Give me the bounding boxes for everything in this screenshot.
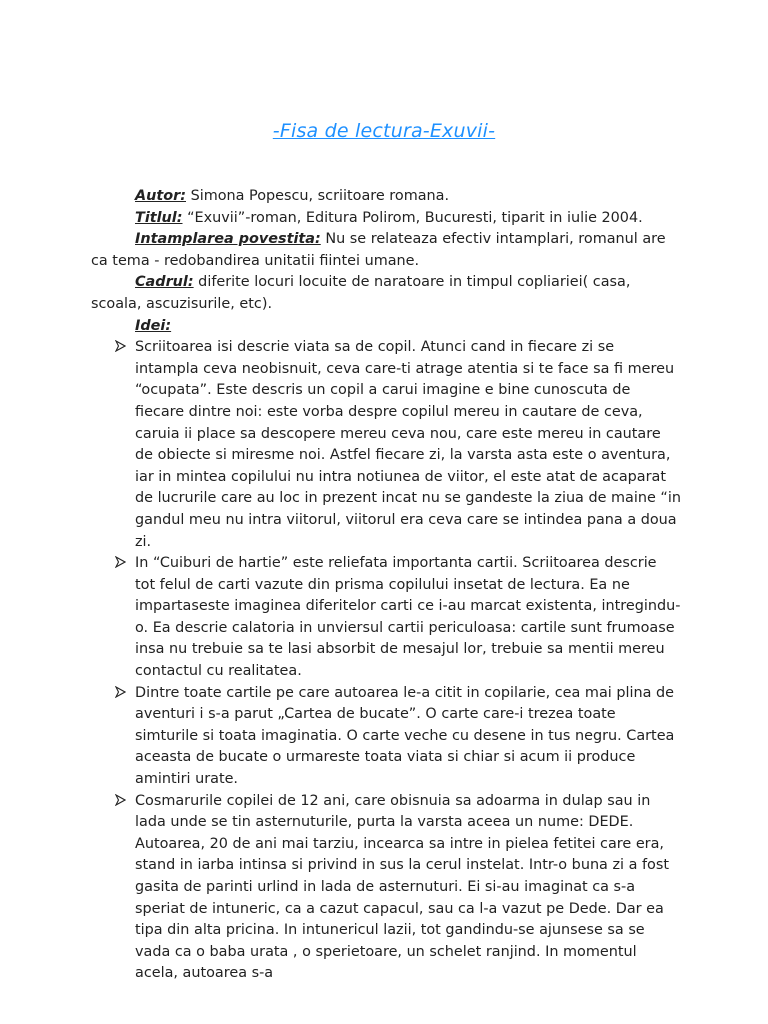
idea-text: Dintre toate cartile pe care autoarea le-a citit in copilarie, cea mai plina de aventuri i s-a parut „Cartea de bucate”. O carte care-i trezea toate simturile si toata imaginatia. O carte veche cu desene in tus negru. Cartea aceasta de bucate o urmareste toata viata si chiar si acum ii produce amintiri urate. bbox=[135, 684, 675, 788]
document-body bbox=[91, 186, 681, 985]
author-line bbox=[91, 186, 681, 208]
setting-value: diferite locuri locuite de naratoare in timpul copliariei( casa, scoala, ascuzisurile, etc). bbox=[91, 274, 631, 312]
setting-label: Cadrul: bbox=[135, 274, 194, 291]
idea-text: In “Cuiburi de hartie” este reliefata importanta cartii. Scriitoarea descrie tot felul de carti vazute din prisma copilului insetat de lectura. Ea ne impartaseste imaginea diferitelor carti ce i-au marcat existenta, intregindu-o. Ea descrie calatoria in unviersul cartii periculoasa: cartile sunt frumoase insa nu trebuie sa te lasi absorbit de mesajul lor, trebuie sa mentii mereu contactul cu realitatea. bbox=[135, 555, 681, 680]
title-line bbox=[91, 208, 681, 230]
list-item bbox=[91, 553, 681, 683]
ideas-label: Idei: bbox=[135, 317, 172, 334]
idea-text: Cosmarurile copilei de 12 ani, care obisnuia sa adoarma in dulap sau in lada unde se tin asternuturile, purta la varsta aceea un nume: DEDE. Autoarea, 20 de ani mai tarziu, incearca sa intre in pielea fetitei care era, stand in iarba intinsa si privind in sus la cerul instelat. Intr-o buna zi a fost gasita de parinti urlind in lada de asternuturi. Ei si-au imaginat ca s-a speriat de intuneric, ca a cazut capacul, sau ca l-a vazut pe Dede. Dar ea tipa din alta pricina. In intunericul lazii, tot gandindu-se ajunsese sa se vada ca o baba urata , o sperietoare, un schelet ranjind. In momentul acela, autoarea s-a bbox=[135, 792, 669, 982]
arrowhead-bullet-icon bbox=[115, 791, 127, 813]
title-label: Titlul: bbox=[135, 209, 183, 226]
ideas-list bbox=[91, 337, 681, 985]
ideas-heading bbox=[91, 316, 681, 338]
list-item bbox=[91, 683, 681, 791]
arrowhead-bullet-icon bbox=[115, 553, 127, 575]
arrowhead-bullet-icon bbox=[115, 337, 127, 359]
author-value: Simona Popescu, scriitoare romana. bbox=[186, 188, 450, 204]
arrowhead-bullet-icon bbox=[115, 683, 127, 705]
plot-label: Intamplarea povestita: bbox=[135, 231, 321, 248]
document-title: -Fisa de lectura-Exuvii- bbox=[272, 120, 496, 142]
title-value: “Exuvii”-roman, Editura Polirom, Bucuresti, tiparit in iulie 2004. bbox=[182, 209, 643, 226]
idea-text: Scriitoarea isi descrie viata sa de copil. Atunci cand in fiecare zi se intampla ceva neobisnuit, ceva care-ti atrage atentia si te face sa fi mereu “ocupata”. Este descris un copil a carui imagine e bine cunoscuta de fiecare dintre noi: este vorba despre copilul mereu in cautare de ceva, caruia ii place sa descopere mereu ceva nou, care este mereu in cautare de obiecte si miresme noi. Astfel fiecare zi, la varsta asta este o aventura, iar in mintea copilului nu intra notiunea de viitor, el este atat de acaparat de lucrurile care au loc in prezent incat nu se gandeste la ziua de maine “in gandul meu nu intra viitorul, viitorul era ceva care se intindea pana a doua zi. bbox=[135, 339, 681, 550]
plot-line bbox=[91, 229, 681, 272]
author-label: Autor: bbox=[135, 188, 186, 204]
list-item bbox=[91, 337, 681, 553]
setting-line bbox=[91, 272, 681, 315]
list-item bbox=[91, 791, 681, 985]
plot-value: Nu se relateaza efectiv intamplari, romanul are ca tema - redobandirea unitatii fiintei umane. bbox=[91, 231, 666, 269]
